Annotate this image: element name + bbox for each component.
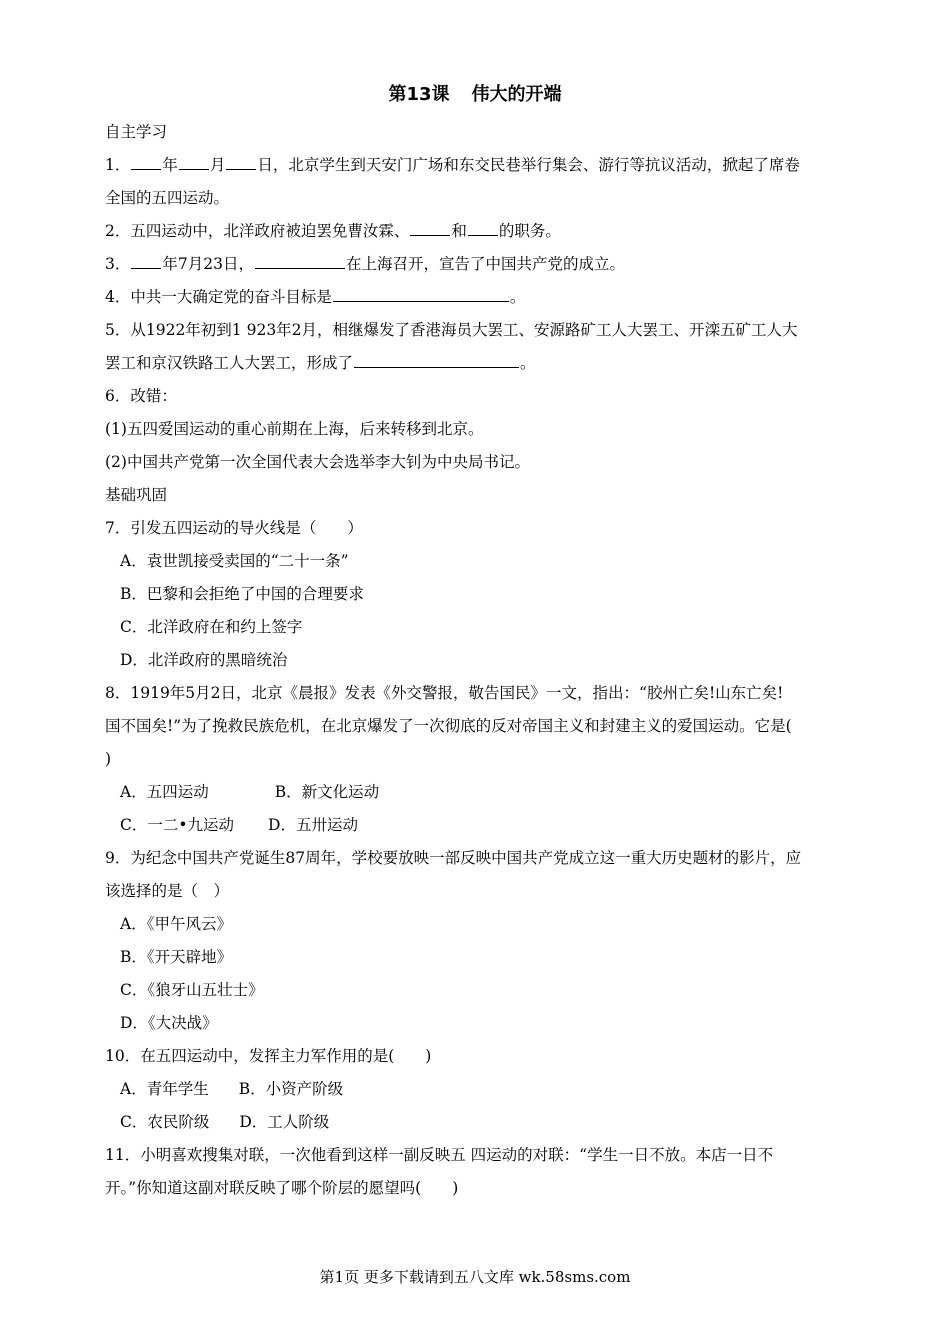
option-d: D．工人阶级 <box>239 1113 330 1131</box>
option-c: C．《狼牙山五壮士》 <box>120 981 264 999</box>
option-a: A．《甲午风云》 <box>120 915 232 933</box>
option-b: B．小资产阶级 <box>238 1080 344 1098</box>
question-6-item-1: (1)五四爱国运动的重心前期在上海，后来转移到北京。 <box>105 420 484 438</box>
option-d: D．北洋政府的黑暗统治 <box>120 651 288 669</box>
question-1-cont: 全国的五四运动。 <box>105 189 230 207</box>
option-row <box>105 1106 860 1139</box>
answer-blank <box>468 218 498 236</box>
answer-blank <box>179 152 209 170</box>
lesson-name: 伟大的开端 <box>471 84 562 105</box>
option-b: B．巴黎和会拒绝了中国的合理要求 <box>120 585 364 603</box>
question-11: 11．小明喜欢搜集对联，一次他看到这样一副反映五 四运动的对联：“学生一日不放。本店一日不 <box>105 1146 774 1164</box>
answer-blank <box>226 152 256 170</box>
question-8-cont: 国不国矣!”为了挽救民族危机，在北京爆发了一次彻底的反对帝国主义和封建主义的爱国运动。它是( <box>105 717 792 735</box>
question-11-cont: 开。”你知道这副对联反映了哪个阶层的愿望吗( ) <box>105 1179 459 1197</box>
question-9: 9．为纪念中国共产党诞生87周年，学校要放映一部反映中国共产党成立这一重大历史题材的影片，应 <box>105 849 802 867</box>
answer-blank <box>131 251 161 269</box>
answer-blank <box>354 350 519 368</box>
question-8-paren: ) <box>105 750 112 768</box>
page-footer: 第1页 更多下载请到五八文库 wk.58sms.com <box>319 1268 631 1286</box>
answer-blank <box>131 152 161 170</box>
option-row <box>105 809 860 842</box>
option-d: D．五卅运动 <box>268 816 358 834</box>
question-9-cont: 该选择的是（ ） <box>105 882 230 900</box>
page-title <box>0 80 950 106</box>
answer-blank <box>410 218 450 236</box>
question-5: 5．从1922年初到1 923年2月，相继爆发了香港海员大罢工、安源路矿工人大罢工、开滦五矿工人大 <box>105 321 798 339</box>
option-b: B．新文化运动 <box>274 783 380 801</box>
question-6: 6．改错： <box>105 387 177 405</box>
question-4: 4．中共一大确定党的奋斗目标是 。 <box>105 281 860 314</box>
option-d: D．《大决战》 <box>120 1014 218 1032</box>
question-6-item-2: (2)中国共产党第一次全国代表大会选举李大钊为中央局书记。 <box>105 453 530 471</box>
option-row <box>105 776 860 809</box>
question-10: 10．在五四运动中，发挥主力军作用的是( ) <box>105 1047 432 1065</box>
question-3: 3． 年7月23日， 在上海召开，宣告了中国共产党的成立。 <box>105 248 860 281</box>
option-b: B．《开天辟地》 <box>120 948 233 966</box>
lesson-number: 第13课 <box>388 84 450 105</box>
question-5-cont: 罢工和京汉铁路工人大罢工，形成了 。 <box>105 347 860 380</box>
question-list <box>105 116 860 1205</box>
question-1: 1． 年 月 日，北京学生到天安门广场和东交民巷举行集会、游行等抗议活动，掀起了席卷 <box>105 149 860 182</box>
option-a: A．袁世凯接受卖国的“二十一条” <box>120 552 349 570</box>
question-7: 7．引发五四运动的导火线是（ ） <box>105 519 363 537</box>
option-c: C．北洋政府在和约上签字 <box>120 618 303 636</box>
option-c: C．一二•九运动 <box>120 816 235 834</box>
section-basic: 基础巩固 <box>105 486 168 504</box>
question-2: 2．五四运动中，北洋政府被迫罢免曹汝霖、 和 的职务。 <box>105 215 860 248</box>
answer-blank <box>333 284 509 302</box>
section-self-study: 自主学习 <box>105 123 168 141</box>
question-8: 8．1919年5月2日，北京《晨报》发表《外交警报，敬告国民》一文，指出：“胶州亡矣!山东亡矣! <box>105 684 784 702</box>
option-c: C．农民阶级 <box>120 1113 210 1131</box>
option-a: A．青年学生 <box>120 1080 209 1098</box>
option-a: A．五四运动 <box>120 783 209 801</box>
answer-blank <box>255 251 345 269</box>
option-row <box>105 1073 860 1106</box>
